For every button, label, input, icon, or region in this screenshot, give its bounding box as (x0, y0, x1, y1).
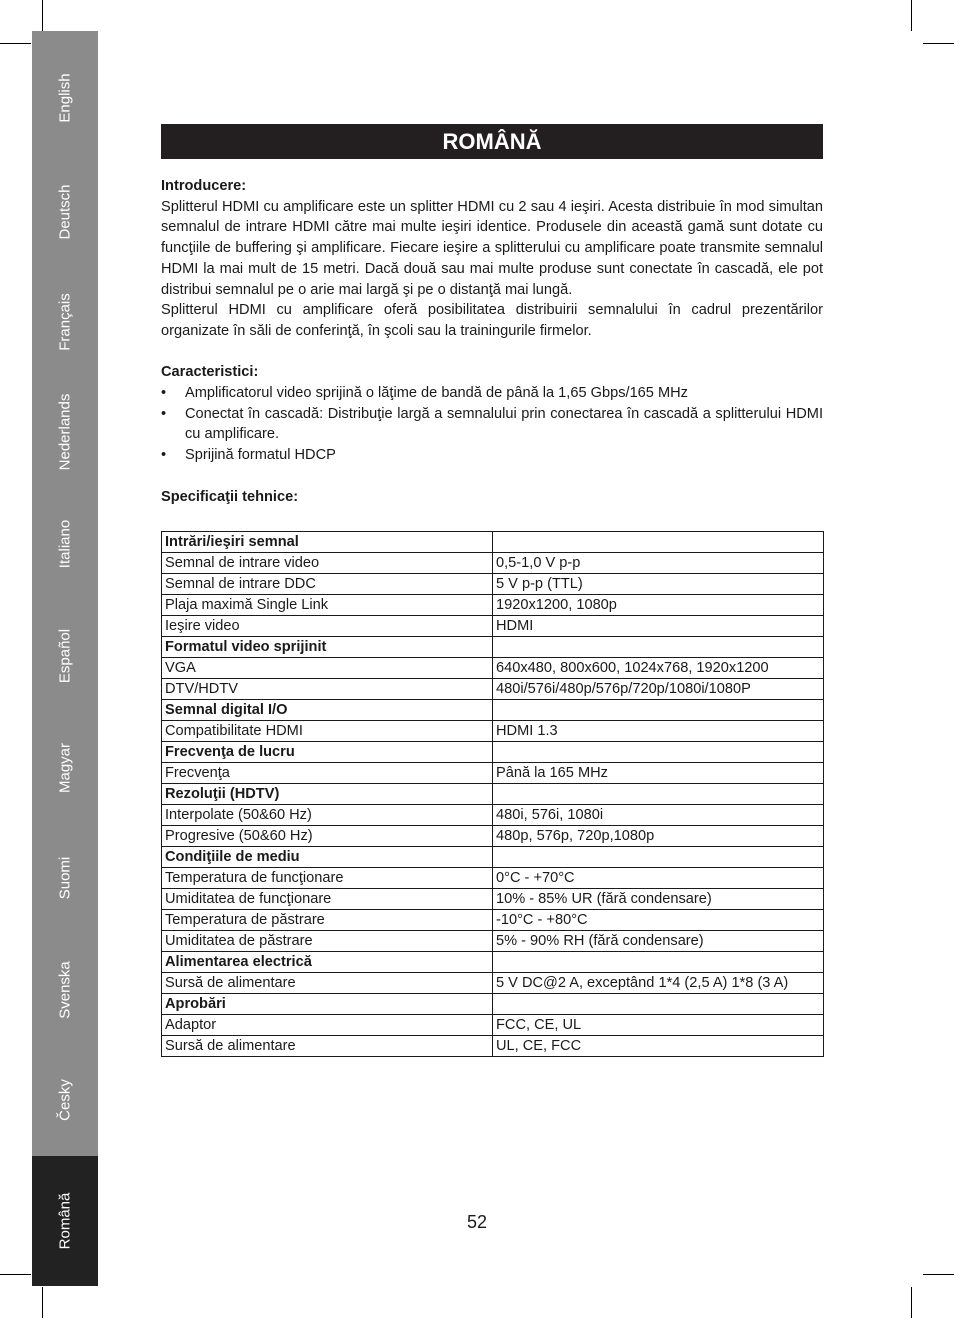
tab-label: Français (56, 293, 74, 351)
crop-mark (42, 1287, 43, 1318)
spec-label: Temperatura de păstrare (162, 910, 493, 931)
sidebar-tab-cesky[interactable] (32, 1050, 98, 1150)
crop-mark (42, 0, 43, 31)
table-section-row (162, 847, 824, 868)
table-section-row (162, 637, 824, 658)
sidebar-tab-deutsch[interactable] (32, 162, 98, 262)
spec-label: Umiditatea de păstrare (162, 931, 493, 952)
table-section-row (162, 994, 824, 1015)
spec-value (493, 784, 824, 805)
sidebar-tab-espanol[interactable] (32, 606, 98, 706)
crop-mark (911, 1287, 912, 1318)
spec-value: HDMI 1.3 (493, 721, 824, 742)
spec-label: DTV/HDTV (162, 679, 493, 700)
table-row (162, 889, 824, 910)
spec-value: 5 V p-p (TTL) (493, 574, 824, 595)
list-item (161, 383, 823, 404)
sidebar-tab-suomi[interactable] (32, 828, 98, 928)
table-section-row (162, 784, 824, 805)
features-list (161, 383, 823, 466)
spec-value (493, 952, 824, 973)
spec-label: Sursă de alimentare (162, 973, 493, 994)
crop-mark (911, 0, 912, 31)
table-row (162, 868, 824, 889)
table-row (162, 910, 824, 931)
spec-value (493, 847, 824, 868)
spec-label: Temperatura de funcţionare (162, 868, 493, 889)
spec-label: Intrări/ieşiri semnal (162, 532, 493, 553)
spec-value: 5% - 90% RH (fără condensare) (493, 931, 824, 952)
table-row (162, 1036, 824, 1057)
spec-label: Semnal de intrare DDC (162, 574, 493, 595)
sidebar-tab-magyar[interactable] (32, 718, 98, 818)
spec-label: Ieşire video (162, 616, 493, 637)
tab-label: Nederlands (56, 393, 74, 471)
table-row (162, 553, 824, 574)
list-item (161, 445, 823, 466)
table-row (162, 679, 824, 700)
table-row (162, 658, 824, 679)
table-row (162, 763, 824, 784)
tab-label: Česky (56, 1079, 74, 1121)
table-row (162, 574, 824, 595)
tab-label: Magyar (56, 742, 74, 794)
sidebar-tab-francais[interactable] (32, 272, 98, 372)
table-row (162, 1015, 824, 1036)
spec-value: 640x480, 800x600, 1024x768, 1920x1200 (493, 658, 824, 679)
spec-value: 480i, 576i, 1080i (493, 805, 824, 826)
spec-value (493, 532, 824, 553)
spec-value: 0,5-1,0 V p-p (493, 553, 824, 574)
table-row (162, 805, 824, 826)
crop-mark (923, 43, 954, 44)
spec-value (493, 637, 824, 658)
spec-label: Interpolate (50&60 Hz) (162, 805, 493, 826)
tab-label: English (56, 73, 74, 123)
table-row (162, 721, 824, 742)
spec-label: Semnal digital I/O (162, 700, 493, 721)
table-section-row (162, 952, 824, 973)
tab-label: Español (56, 628, 74, 684)
spec-value: UL, CE, FCC (493, 1036, 824, 1057)
bullet-icon: • (161, 447, 167, 464)
spec-label: Formatul video sprijinit (162, 637, 493, 658)
spec-label: Aprobări (162, 994, 493, 1015)
spec-value (493, 994, 824, 1015)
spec-value: 480p, 576p, 720p,1080p (493, 826, 824, 847)
spec-value: 5 V DC@2 A, exceptând 1*4 (2,5 A) 1*8 (3 A) (493, 973, 824, 994)
tab-label: Deutsch (56, 184, 74, 240)
spec-value: -10°C - +80°C (493, 910, 824, 931)
tab-label: Svenska (56, 961, 74, 1019)
intro-heading: Introducere: (161, 178, 247, 194)
spec-value (493, 700, 824, 721)
crop-mark (0, 1274, 31, 1275)
spec-label: Sursă de alimentare (162, 1036, 493, 1057)
spec-label: Frecvenţa (162, 763, 493, 784)
specs-heading: Specificaţii tehnice: (161, 488, 299, 505)
crop-mark (923, 1274, 954, 1275)
spec-value: 10% - 85% UR (fără condensare) (493, 889, 824, 910)
page-number: 52 (466, 1212, 488, 1232)
bullet-icon: • (161, 385, 167, 402)
sidebar-tab-italiano[interactable] (32, 494, 98, 594)
table-section-row (162, 532, 824, 553)
table-row (162, 931, 824, 952)
spec-label: VGA (162, 658, 493, 679)
list-item-text: Amplificatorul video sprijină o lăţime de bandă de până la 1,65 Gbps/165 MHz (185, 385, 688, 402)
list-item-text: Conectat în cascadă: Distribuţie largă a semnalului prin conectarea în cascadă a splitterului HDMI cu amplificare. (185, 405, 823, 443)
tab-label: Română (56, 1192, 74, 1250)
spec-value: HDMI (493, 616, 824, 637)
spec-label: Semnal de intrare video (162, 553, 493, 574)
spec-label: Condiţiile de mediu (162, 847, 493, 868)
bullet-icon: • (161, 405, 167, 422)
table-section-row (162, 700, 824, 721)
spec-value: 480i/576i/480p/576p/720p/1080i/1080P (493, 679, 824, 700)
intro-paragraph: Splitterul HDMI cu amplificare este un splitter HDMI cu 2 sau 4 ieşiri. Acesta distribuie în mod simultan semnalul de intrare HDMI către mai multe ieşiri identice. Produsele din această gamă sunt dotate cu funcţiile de buffering şi amplificare. Fiecare ieşire a splitterului cu amplificare poate transmite semnalul HDMI la mai mult de 15 metri. Dacă două sau mai multe produse sunt conectate în cascadă, ele pot distribui semnalul pe o arie mai largă şi pe o distanţă mai lungă. (161, 198, 823, 298)
spec-label: Plaja maximă Single Link (162, 595, 493, 616)
page-title: ROMÂNĂ (161, 124, 823, 159)
specs-table (161, 531, 824, 1057)
spec-label: Rezoluţii (HDTV) (162, 784, 493, 805)
spec-value: 0°C - +70°C (493, 868, 824, 889)
crop-mark (0, 43, 31, 44)
spec-value (493, 742, 824, 763)
sidebar-tab-svenska[interactable] (32, 940, 98, 1040)
spec-value: Până la 165 MHz (493, 763, 824, 784)
spec-label: Umiditatea de funcţionare (162, 889, 493, 910)
main-content (161, 176, 823, 507)
sidebar-tab-nederlands[interactable] (32, 382, 98, 482)
list-item (161, 404, 823, 445)
spec-value: FCC, CE, UL (493, 1015, 824, 1036)
table-section-row (162, 742, 824, 763)
sidebar-tab-english[interactable] (32, 48, 98, 148)
list-item-text: Sprijină formatul HDCP (185, 447, 336, 464)
spec-label: Alimentarea electrică (162, 952, 493, 973)
table-row (162, 595, 824, 616)
spec-label: Progresive (50&60 Hz) (162, 826, 493, 847)
tab-label: Italiano (56, 519, 74, 569)
features-heading: Caracteristici: (161, 364, 259, 381)
table-row (162, 826, 824, 847)
spec-value: 1920x1200, 1080p (493, 595, 824, 616)
tab-label: Suomi (56, 856, 74, 900)
table-row (162, 973, 824, 994)
table-row (162, 616, 824, 637)
spec-label: Adaptor (162, 1015, 493, 1036)
spec-label: Compatibilitate HDMI (162, 721, 493, 742)
intro-paragraph: Splitterul HDMI cu amplificare oferă posibilitatea distribuirii semnalului în cadrul prezentărilor organizate în săli de conferinţă, în şcoli sau la trainingurile firmelor. (161, 302, 823, 339)
spec-label: Frecvenţa de lucru (162, 742, 493, 763)
